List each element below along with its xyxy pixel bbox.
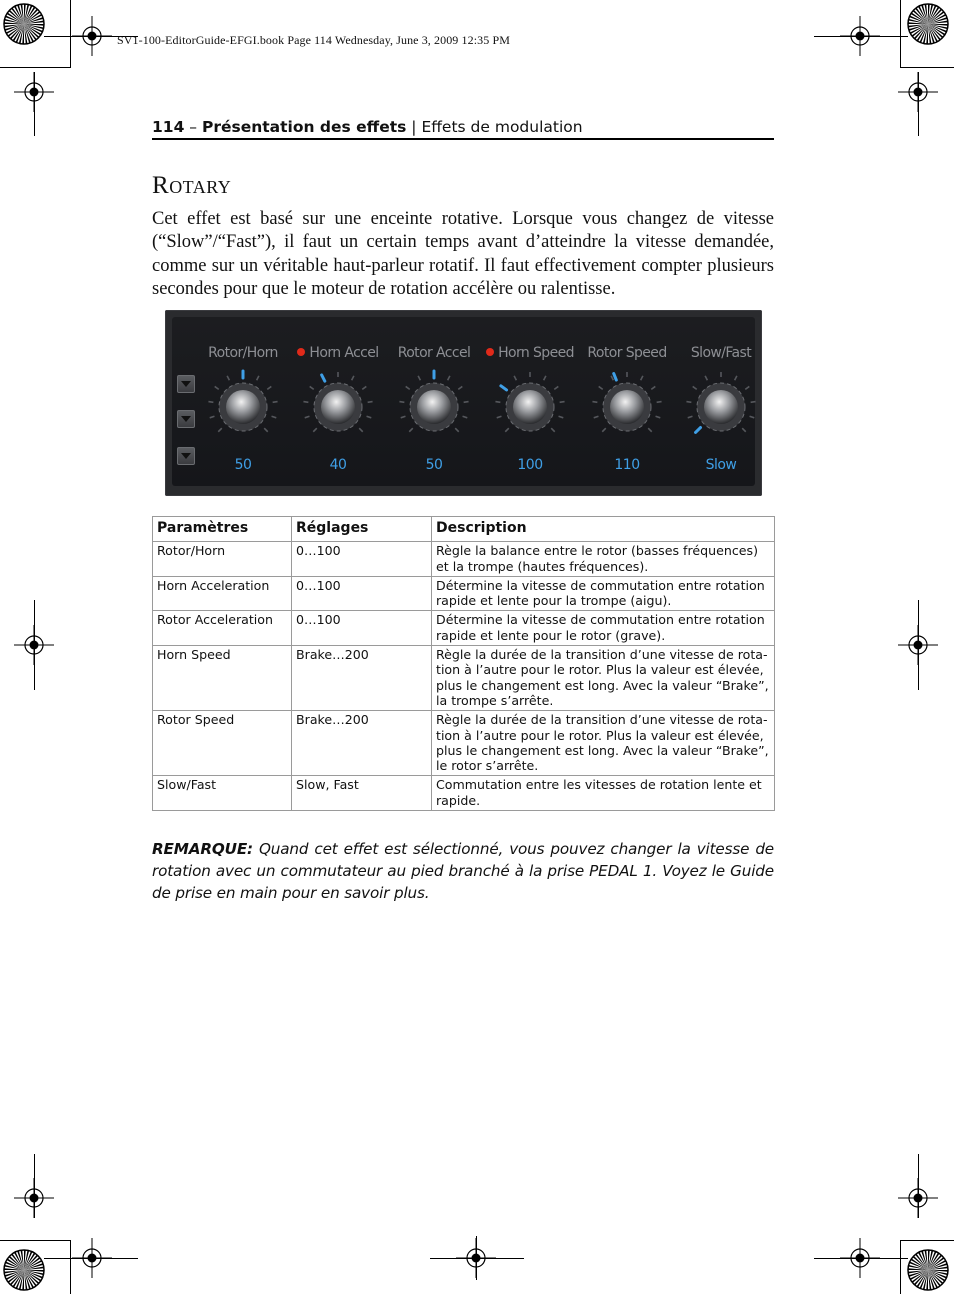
- range-cell: Slow, Fast: [292, 776, 432, 811]
- table-header-row: [153, 517, 775, 542]
- red-led-icon: [486, 348, 494, 356]
- note-label: REMARQUE:: [152, 840, 253, 858]
- knob-label: [652, 345, 790, 361]
- table-row: [153, 542, 775, 577]
- note-text: Quand cet effet est sélectionné, vous pouvez changer la vitesse de rotation avec un commutateur au pied branché à la prise PEDAL 1. Voyez le Guide de prise en main pour en savoir plus.: [152, 840, 774, 902]
- crop-line: [918, 72, 919, 136]
- range-cell: 0…100: [292, 611, 432, 646]
- plugin-inner: [172, 317, 755, 486]
- header-description: Description: [432, 517, 775, 542]
- table-row: [153, 711, 775, 776]
- crop-line: [0, 1240, 70, 1241]
- knob-label-text: Horn Speed: [498, 345, 574, 361]
- section-name: Effets de modulation: [421, 118, 583, 136]
- range-cell: Brake…200: [292, 646, 432, 711]
- rotary-knob[interactable]: [203, 367, 283, 447]
- star-target-icon: [906, 2, 950, 46]
- crop-line: [430, 1258, 524, 1259]
- header-reglages: Réglages: [292, 517, 432, 542]
- description-cell: Règle la durée de la transition d’une vitesse de rotation à l’autre pour le rotor. Plus la valeur est élevée, plus le changement est long. Avec la valeur “Brake”, le rotor s’arrête.: [432, 711, 775, 776]
- rotary-knob[interactable]: [490, 367, 570, 447]
- knob-value: 40: [329, 457, 347, 473]
- running-head: [152, 118, 774, 140]
- dropdown-arrow-button-2[interactable]: [177, 410, 195, 428]
- param-cell: Horn Acceleration: [153, 576, 292, 611]
- rotary-knob[interactable]: [587, 367, 667, 447]
- red-led-icon: [297, 348, 305, 356]
- crop-line: [70, 1240, 71, 1294]
- description-cell: Règle la durée de la transition d’une vitesse de rotation à l’autre pour le rotor. Plus la valeur est élevée, plus le changement est long. Avec la valeur “Brake”, la trompe s’arrête.: [432, 646, 775, 711]
- param-cell: Rotor Speed: [153, 711, 292, 776]
- table-row: [153, 576, 775, 611]
- star-target-icon: [906, 1248, 950, 1292]
- description-cell: Détermine la vitesse de commutation entre rotation rapide et lente pour la trompe (aigu).: [432, 576, 775, 611]
- rotary-knob[interactable]: [394, 367, 474, 447]
- crop-line: [814, 36, 908, 37]
- intro-paragraph: Cet effet est basé sur une enceinte rotative. Lorsque vous changez de vitesse (“Slow”/“Fast”), il faut un certain temps avant d’atteindre la vitesse demandée, comme sur un véritable haut-parleur rotatif. Il faut effectivement compter plusieurs secondes pour que le moteur de rotation accélère ou ralentisse.: [152, 209, 774, 299]
- separator: –: [184, 118, 202, 136]
- crop-line: [918, 1154, 919, 1218]
- title-rest: OTARY: [169, 177, 232, 197]
- param-cell: Slow/Fast: [153, 776, 292, 811]
- range-cell: Brake…200: [292, 711, 432, 776]
- description-cell: Règle la balance entre le rotor (basses fréquences) et la trompe (hautes fréquences).: [432, 542, 775, 577]
- crop-line: [918, 600, 919, 690]
- knob-label-text: Horn Accel: [309, 345, 379, 361]
- knob-value: 100: [517, 457, 543, 473]
- knob-value: 50: [234, 457, 252, 473]
- description-cell: Détermine la vitesse de commutation entre rotation rapide et lente pour le rotor (grave).: [432, 611, 775, 646]
- crop-line: [44, 1258, 138, 1259]
- crop-line: [900, 1240, 954, 1241]
- star-target-icon: [2, 1248, 46, 1292]
- table-row: [153, 646, 775, 711]
- knob-value: 110: [614, 457, 640, 473]
- rotary-knob[interactable]: [681, 367, 761, 447]
- crop-line: [70, 0, 71, 68]
- crop-line: [0, 67, 70, 68]
- param-cell: Horn Speed: [153, 646, 292, 711]
- knob-label-text: Rotor Speed: [587, 345, 667, 361]
- crop-line: [900, 67, 954, 68]
- crop-line: [34, 72, 35, 136]
- knob-value: Slow: [705, 457, 737, 473]
- page-number: 114: [152, 118, 185, 136]
- dropdown-arrow-button-3[interactable]: [177, 447, 195, 465]
- table-row: [153, 776, 775, 811]
- rotary-plugin-panel: [165, 310, 762, 496]
- dropdown-arrow-button-1[interactable]: [177, 375, 195, 393]
- star-target-icon: [2, 2, 46, 46]
- knob-value: 50: [425, 457, 443, 473]
- param-cell: Rotor Acceleration: [153, 611, 292, 646]
- book-slug: SV1-100-EditorGuide-EFGI.book Page 114 Wednesday, June 3, 2009 12:35 PM: [117, 33, 510, 47]
- knob-label-text: Rotor/Horn: [208, 345, 278, 361]
- knob-label-text: Slow/Fast: [690, 345, 752, 361]
- crop-line: [476, 1236, 477, 1280]
- parameters-table: [152, 516, 775, 811]
- range-cell: 0…100: [292, 576, 432, 611]
- description-cell: Commutation entre les vitesses de rotation lente et rapide.: [432, 776, 775, 811]
- crop-line: [900, 0, 901, 68]
- crop-line: [814, 1258, 908, 1259]
- title-initial: R: [152, 172, 170, 199]
- note-paragraph: [152, 838, 774, 904]
- divider: |: [406, 118, 422, 136]
- crop-line: [34, 1154, 35, 1218]
- chapter-title: Présentation des effets: [201, 118, 407, 136]
- param-cell: Rotor/Horn: [153, 542, 292, 577]
- crop-line: [900, 1240, 901, 1294]
- header-parametres: Paramètres: [153, 517, 292, 542]
- table-row: [153, 611, 775, 646]
- section-title: [152, 172, 231, 200]
- rotary-knob[interactable]: [298, 367, 378, 447]
- crop-line: [34, 600, 35, 690]
- range-cell: 0…100: [292, 542, 432, 577]
- knob-label-text: Rotor Accel: [397, 345, 471, 361]
